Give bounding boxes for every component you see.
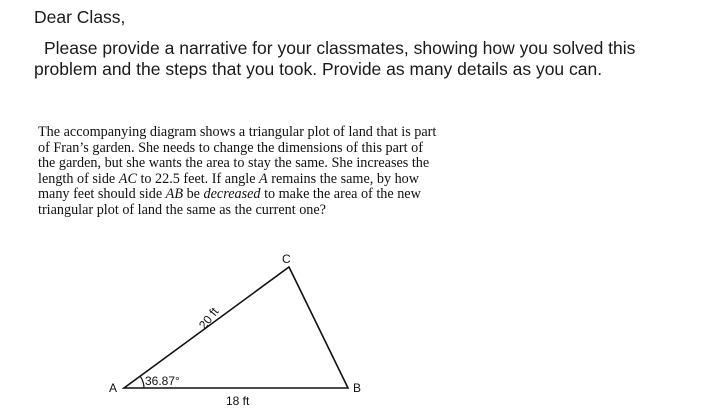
angle-a-label: 36.87°	[145, 374, 180, 388]
decreased-emphasis: decreased	[203, 186, 261, 203]
problem-line-1: The accompanying diagram shows a triangular plot of land that is part	[38, 124, 437, 140]
side-ab-label: 18 ft	[226, 394, 250, 408]
side-ac-label: 20 ft	[196, 304, 222, 332]
vertex-b-label: B	[353, 381, 362, 395]
problem-line-4-part-c: remains the same, by how	[267, 170, 420, 187]
triangle-abc	[124, 267, 348, 388]
angle-a-variable: A	[259, 170, 268, 187]
instruction-line-2: problem and the steps that you took. Provide as many details as you can.	[34, 59, 603, 79]
problem-line-5-part-c: to make the area of the new	[260, 186, 421, 203]
problem-line-2: of Fran’s garden. She needs to change the dimensions of this part of	[38, 139, 423, 156]
problem-line-5-part-b: be	[183, 186, 204, 203]
angle-a-arc	[140, 376, 144, 388]
greeting: Dear Class,	[34, 7, 126, 27]
problem-line-5-part-a: many feet should side	[38, 186, 166, 203]
problem-line-3: the garden, but she wants the area to stay the same. She increases the	[38, 155, 430, 172]
side-ab-variable: AB	[165, 186, 184, 203]
vertex-a-label: A	[109, 381, 118, 395]
problem-line-4-part-b: to 22.5 feet. If angle	[136, 170, 260, 187]
problem-line-4-part-a: length of side	[38, 170, 119, 187]
vertex-c-label: C	[282, 252, 291, 266]
problem-line-6: triangular plot of land the same as the current one?	[38, 201, 326, 218]
instruction-line-1: Please provide a narrative for your classmates, showing how you solved this	[44, 38, 636, 58]
side-ac-variable: AC	[118, 170, 137, 187]
